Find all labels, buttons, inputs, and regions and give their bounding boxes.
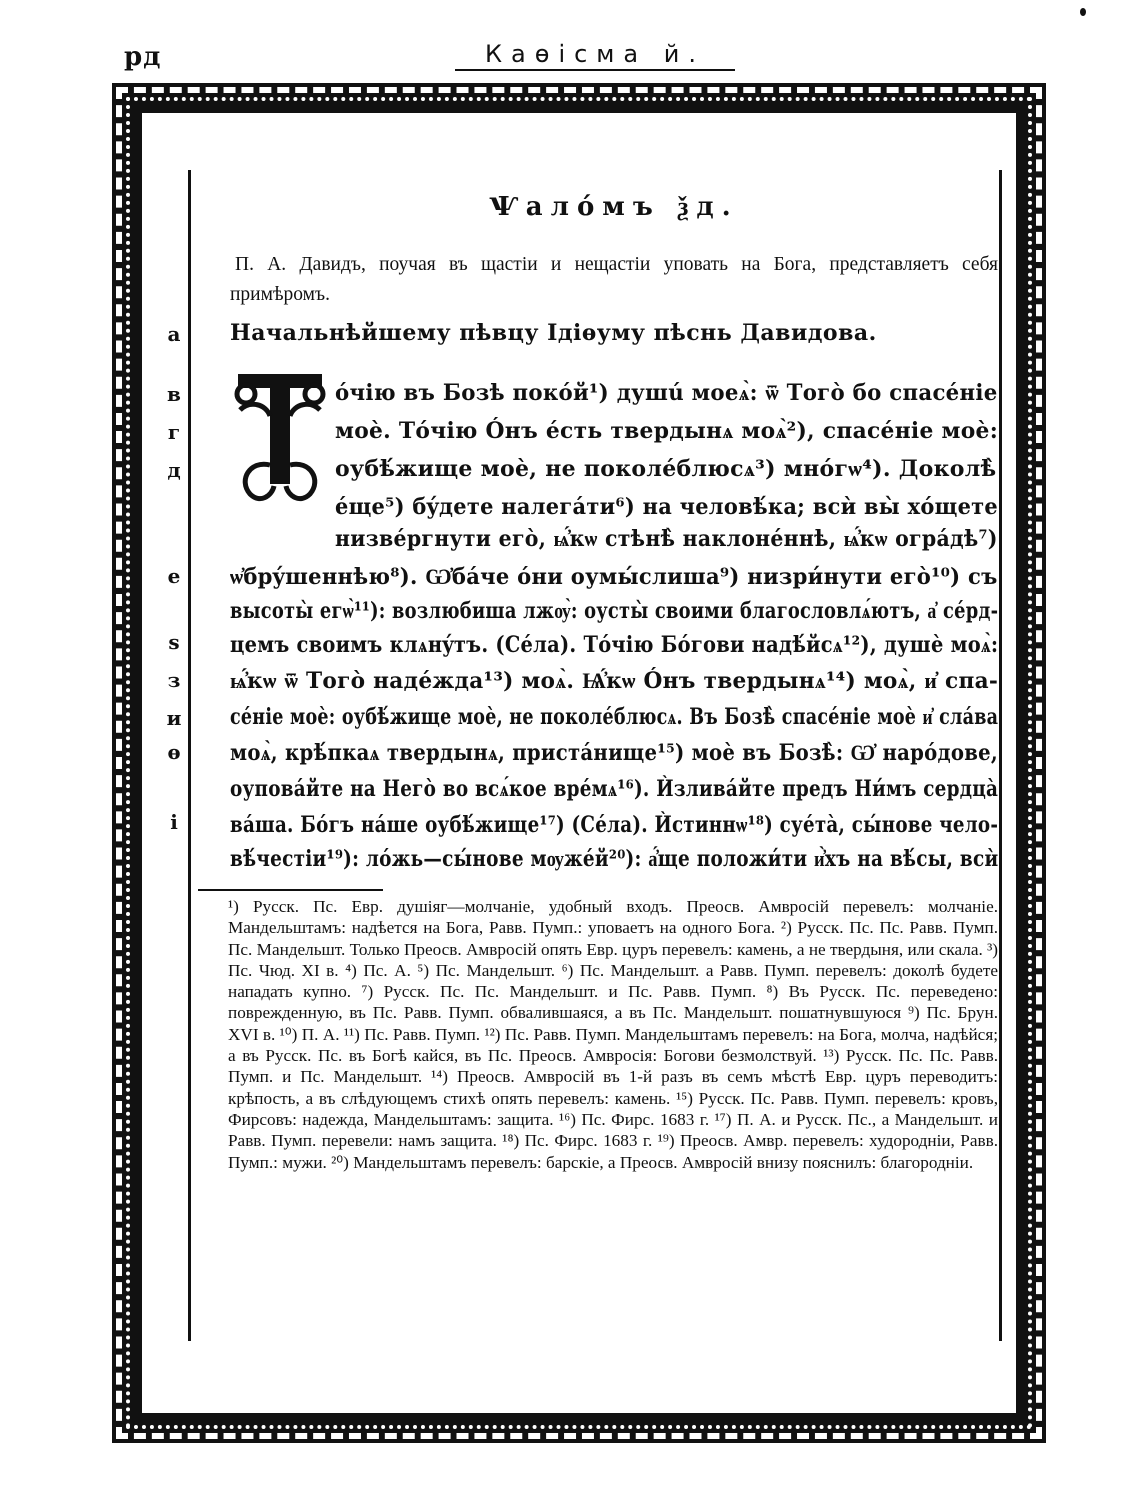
- verse-line: ѩ҆́кѡ ѿ Тогò надéжда¹³) моѧ̀. Ѩ҆́кѡ Óнъ твердынѧ¹⁴) моѧ̀, и҆ спа-: [230, 668, 999, 694]
- ornamental-drop-cap: [230, 370, 330, 510]
- psalm-summary: П. А. Давидъ, поучая въ щастіи и нещастіи уповать на Бога, представляетъ себя примѣромъ.: [230, 254, 998, 305]
- verse-number: е: [167, 564, 181, 588]
- running-title: Каѳісма й.: [485, 40, 705, 68]
- verse-line: вѣ́честіи¹⁹): лóжь—сы́нове мѹжéй²⁰): а҆́ще положи́ти и҆̀хъ на вѣ́сы, всѝ: [230, 846, 999, 872]
- verse-line: моѧ̀, крѣ́пкаѧ твердынѧ, пристáнище¹⁵) моè въ Бозѣ̀: Ѡ҆ нарóдове,: [230, 740, 999, 766]
- inner-right-rule: [999, 170, 1002, 1341]
- verse-line: оубѣ́жище моè, не поколéблюсѧ³) мнóгѡ⁴). Доколѣ̀: [335, 456, 997, 482]
- verse-line: оуповáйте на Негò во всѧ́кое врéмѧ¹⁶). Ѝзливáйте предъ Ни́мъ сердцà: [230, 776, 999, 802]
- footnotes: ¹) Русск. Пс. Евр. душіяг—молчаніе, удобный входъ. Преосв. Амвросій перевелъ: молчаніе. Мандельштамъ: надѣется на Бога, Равв. Пумп.: уповаетъ на одного Бога. ²) Русск. Пс. Пс. Равв. Пумп. Пс. Мандельшт. Только Преосв. Амвросій опять Евр. цуръ перевелъ: камень, а не твердыня, или скала. ³) Пс. Чюд. XI в. ⁴) Пс. А. ⁵) Пс. Мандельшт. ⁶) Пс. Мандельшт. а Равв. Пумп. перевелъ: доколѣ будете нападать купно. ⁷) Русск. Пс. Пс. Мандельшт. и Пс. Равв. Пумп. ⁸) Въ Русск. Пс. переведено: поврежденную, въ Пс. Равв. Пумп. обвалившаяся, а въ Пс. Мандельшт. пошатнувшуюся ⁹) Пс. Брун. XVI в. ¹⁰) П. А. ¹¹) Пс. Равв. Пумп. ¹²) Пс. Равв. Пумп. Мандельштамъ перевелъ: на Бога, молча, надѣйся; а въ Русск. Пс. въ Богѣ кайся, въ Пс. Преосв. Амвросія: Богови безмолствуй. ¹³) Русск. Пс. Пс. Равв. Пумп. и Пс. Мандельшт. ¹⁴) Преосв. Амвросій въ 1-й разъ въ семъ мѣстѣ Евр. цуръ переводитъ: крѣпость, а въ слѣдующемъ стихѣ опять перевелъ: камень. ¹⁵) Русск. Пс. Равв. Пумп. перевелъ: кровъ, Фирсовъ: надежда, Мандельштамъ: защита. ¹⁶) Пс. Фирс. 1683 г. ¹⁷) П. А. и Русск. Пс., а Мандельшт. и Равв. Пумп. перевели: намъ защита. ¹⁸) Пс. Фирс. 1683 г. ¹⁹) Преосв. Амвр. перевелъ: худородніи, Равв. Пумп.: мужи. ²⁰) Мандельштамъ перевелъ: барскіе, а Преосв. Амвросій внизу пояснилъ: благородніи.: [228, 897, 998, 1172]
- verse-number: і: [170, 810, 178, 834]
- page-number: рд: [124, 42, 162, 72]
- verse-line: низвéргнути егò, ѩ҆́кѡ стѣнѣ̀ наклонéннѣ, ѩ҆́кѡ огрáдѣ⁷): [335, 526, 998, 552]
- drop-cap-letter: Т: [279, 450, 281, 451]
- header-rule: [455, 69, 735, 71]
- verse-number: з: [167, 668, 181, 692]
- verse-number: а: [167, 322, 181, 346]
- verse-number: д: [167, 458, 181, 482]
- verse-line: цемъ своимъ клѧнýтъ. (Сéла). Тóчію Бóгови надѣ́йсѧ¹²), душè моѧ̀:: [230, 632, 999, 658]
- verse-number: ѳ: [167, 740, 181, 764]
- verse-number: и: [166, 706, 182, 730]
- ink-speck: [1080, 8, 1086, 16]
- verse-line: высоты̀ егѡ̀¹¹): возлюбиша лжѹ̀: оусты̀ своими благословлѧ́ютъ, а҆ сéрд-: [230, 598, 999, 624]
- verse-line: моè. Тóчію Óнъ éсть твердынѧ моѧ̀²), спасéніе моè:: [335, 418, 999, 444]
- verse-number: г: [167, 420, 181, 444]
- inner-left-rule: [188, 170, 191, 1341]
- footnote-rule: [198, 889, 383, 891]
- verse-line: ѡ҆брýшеннѣю⁸). Ѡ҆бáче óни оумы́слиша⁹) низри́нути егò¹⁰) съ: [230, 564, 998, 590]
- psalm-superscription: Начальнѣйшему пѣвцу Ідіѳуму пѣснь Давидова.: [230, 320, 877, 346]
- psalm-title: Ѱалóмъ ѯд.: [489, 192, 739, 222]
- verse-number: в: [167, 382, 181, 406]
- verse-line: сéніе моè: оубѣ́жище моè, не поколéблюсѧ. Въ Бозѣ̀ спасéніе моè и҆ слáва: [230, 704, 999, 730]
- verse-line: óчію въ Бозѣ покóй¹) душú моеѧ̀: ѿ Тогò бо спасéніе: [335, 380, 998, 406]
- verse-line: éще⁵) бýдете налегáти⁶) на человѣ́ка; всѝ вы̀ хóщете: [335, 494, 999, 520]
- verse-line: вáша. Бóгъ нáше оубѣ́жище¹⁷) (Сéла). Ѝстиннѡ¹⁸) суéтà, сы́нове чело-: [230, 812, 999, 838]
- verse-number: ѕ: [168, 630, 180, 654]
